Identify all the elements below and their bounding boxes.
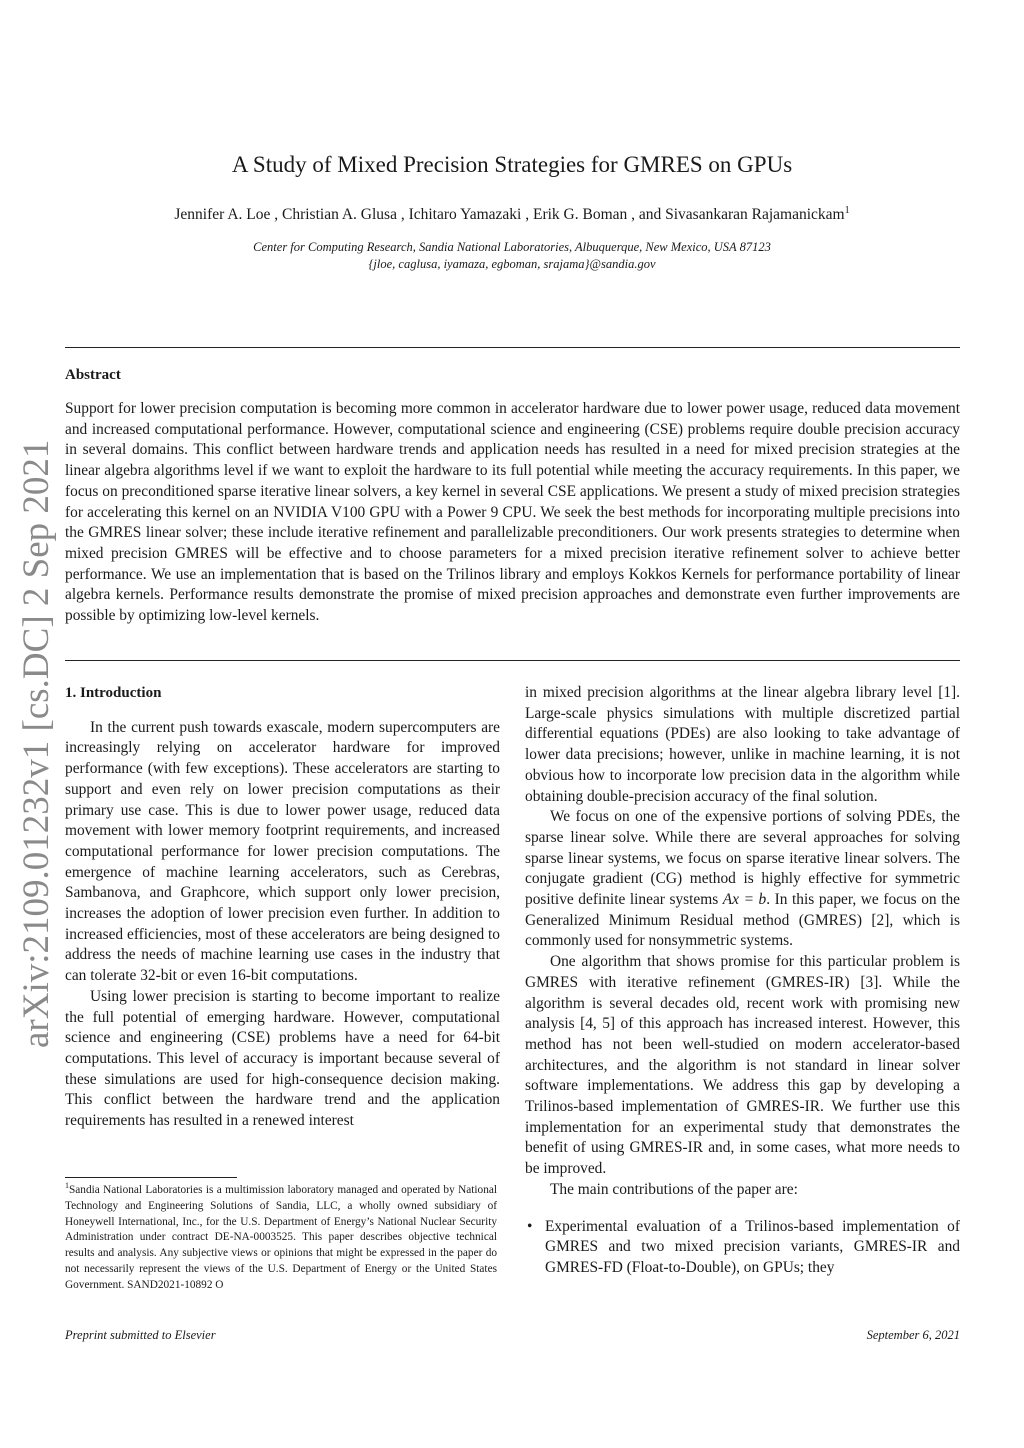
author-names: Jennifer A. Loe , Christian A. Glusa , Ichitaro Yamazaki , Erik G. Boman , and Sivasankaran Rajamanickam <box>174 206 845 223</box>
author-footnote-mark: 1 <box>844 204 850 216</box>
contributions-list <box>525 1217 960 1279</box>
right-column <box>525 683 960 1279</box>
section-heading-introduction: 1. Introduction <box>65 685 162 701</box>
affiliation: Center for Computing Research, Sandia National Laboratories, Albuquerque, New Mexico, USA 87123 <box>253 240 771 254</box>
paragraph-4-text-a: We focus on one of the expensive portions of solving PDEs, the sparse linear solve. While there are several approaches for solving sparse linear systems, we focus on sparse iterative linear solvers. The conjugate gradient (CG) method is highly effective for symmetric positive definite linear systems <box>525 808 960 909</box>
abstract-heading: Abstract <box>65 367 121 383</box>
abstract-text: Support for lower precision computation is becoming more common in accelerator hardware due to lower power usage, reduced data movement and increased computational performance. However, computational science and engineering (CSE) problems require double precision accuracy in several domains. This conflict between hardware trends and application needs has resulted in a need for mixed precision strategies at the linear algebra algorithms level if we want to exploit the hardware to its full potential while meeting the accuracy requirements. In this paper, we focus on preconditioned sparse iterative linear solvers, a key kernel in several CSE applications. We present a study of mixed precision strategies for accelerating this kernel on an NVIDIA V100 GPU with a Power 9 CPU. We seek the best methods for incorporating multiple precisions into the GMRES linear solver; these include iterative refinement and parallelizable preconditioners. Our work presents strategies to determine when mixed precision GMRES will be effective and to choose parameters for a mixed precision iterative refinement solver to achieve better performance. We use an implementation that is based on the Trilinos library and employs Kokkos Kernels for performance portability of linear algebra kernels. Performance results demonstrate the promise of mixed precision approaches and demonstrate even further improvements are possible by optimizing low-level kernels. <box>65 400 960 625</box>
intro-paragraph-2: Using lower precision is starting to become important to realize the full potential of emerging hardware. However, computational science and engineering (CSE) problems have a need for 64-bit computations. This level of accuracy is important because several of these simulations are used for high-consequence decision making. This conflict between the hardware trend and the application requirements has resulted in a renewed interest <box>65 987 500 1130</box>
arxiv-identifier: arXiv:2109.01232v1 [cs.DC] 2 Sep 2021 <box>16 439 57 1048</box>
intro-paragraph-1: In the current push towards exascale, modern supercomputers are increasingly relying on accelerator hardware for improved performance (with few exceptions). These accelerators are starting to support and even rely on lower precision computations as their primary use case. This is due to lower power usage, reduced data movement with lower memory footprint requirements, and increased computational performance for lower precision computations. The emergence of machine learning accelerators, such as Cerebras, Sambanova, and Graphcore, which support only lower precision, increases the adoption of lower precision even further. In addition to increased efficiencies, most of these accelerators are being designed to address the needs of machine learning use cases in the industry that can tolerate 32-bit or even 16-bit computations. <box>65 718 500 985</box>
footnote-text: Sandia National Laboratories is a multimission laboratory managed and operated by National Technology and Engineering Solutions of Sandia, LLC, a wholly owned subsidiary of Honeywell International, Inc., for the U.S. Department of Energy’s National Nuclear Security Administration under contract DE-NA-0003525. This paper describes objective technical results and analysis. Any subjective views or opinions that might be expressed in the paper do not necessarily represent the views of the U.S. Department of Energy or the United States Government. SAND2021-10892 O <box>65 1184 497 1291</box>
footer-date: September 6, 2021 <box>866 1328 960 1342</box>
left-column <box>65 683 500 1132</box>
abstract-bottom-rule <box>65 660 960 661</box>
author-emails: {jloe, caglusa, iyamaza, egboman, srajama}@sandia.gov <box>368 257 656 271</box>
paragraph-4-text-b: . In this paper, we focus on the Generalized Minimum Residual method (GMRES) [2], which is commonly used for nonsymmetric systems. <box>525 891 960 950</box>
intro-paragraph-6: The main contributions of the paper are: <box>550 1180 798 1198</box>
intro-paragraph-5: One algorithm that shows promise for this particular problem is GMRES with iterative refinement (GMRES-IR) [3]. While the algorithm is several decades old, recent work with promising new analysis [4, 5] of this approach has increased interest. However, this method has not been well-studied on modern accelerator-based architectures, and the algorithm is not standard in linear solver software implementations. We address this gap by developing a Trilinos-based implementation of GMRES-IR. We further use this implementation for an experimental study that demonstrates the benefit of using GMRES-IR and, in some cases, what more needs to be improved. <box>525 953 960 1178</box>
paper-title: A Study of Mixed Precision Strategies for GMRES on GPUs <box>231 152 793 177</box>
intro-paragraph-3: in mixed precision algorithms at the linear algebra library level [1]. Large-scale physics simulations with multiple discretized partial differential equations (PDEs) are also looking to take advantage of lower data precisions; however, unlike in machine learning, it is not obvious how to incorporate low precision data in the algorithm while obtaining double-precision accuracy of the final solution. <box>525 684 960 805</box>
list-item: • Experimental evaluation of a Trilinos-based implementation of GMRES and two mixed precision variants, GMRES-IR and GMRES-FD (Float-to-Double), on GPUs; they <box>525 1217 960 1279</box>
abstract-top-rule <box>65 347 960 348</box>
intro-paragraph-4 <box>525 807 960 952</box>
author-list <box>0 206 1024 224</box>
footnote-mark: 1 <box>65 1181 69 1191</box>
footer-submission-note: Preprint submitted to Elsevier <box>65 1328 216 1342</box>
equation-inline: Ax = b <box>722 891 767 909</box>
footnote-rule <box>65 1177 237 1178</box>
footnote <box>65 1183 497 1294</box>
